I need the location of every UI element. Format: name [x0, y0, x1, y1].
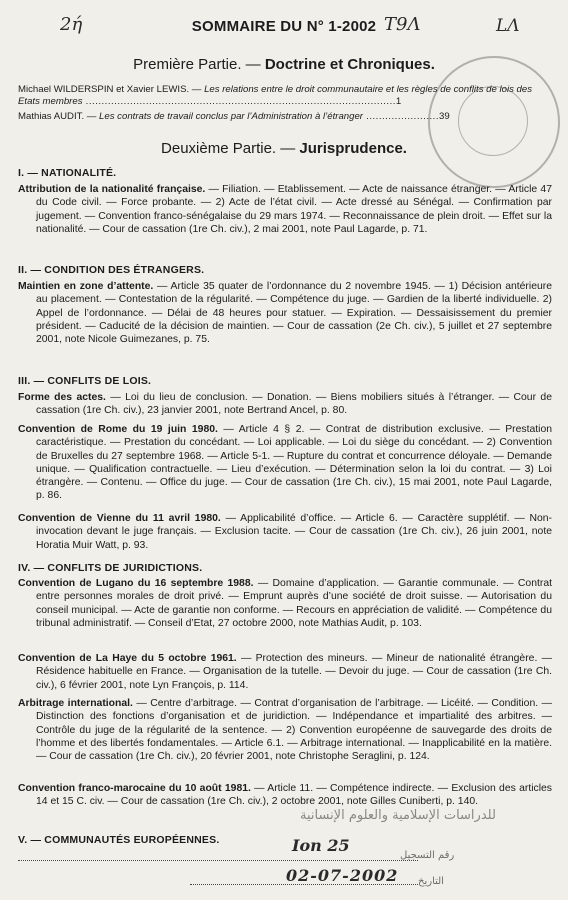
registration-stamp-line3: التاريخ: [418, 876, 444, 887]
summary-entry: [18, 652, 552, 692]
toc-page: 39: [439, 111, 450, 122]
summary-entry: [18, 512, 552, 552]
entry-text: — Centre d’arbitrage. — Contrat d’organisation de l’arbitrage. — Licéité. — Condition. — Distinction des fonctions d’organisation et de juridiction. — Indépendance et impartialité des arbitres. — Contrôle du juge de la régularité de la sentence. — 2) Convention européenne de sauvegarde des droits de l’homme et des libertés fondamentales. — Article 6.1. — Arbitrage international. — Inapplicabilité en la matière. — Cour de cassation (1re Ch. civ.), 20 février 2001, note Christophe Seraglini, p. 124.: [36, 698, 552, 763]
part-one-heading: [0, 56, 568, 73]
summary-entry: [18, 782, 552, 809]
entry-lead: Convention franco-marocaine du 10 août 1981.: [18, 783, 251, 794]
part-one-prefix: Première Partie. —: [133, 56, 265, 73]
entry-lead: Convention de La Haye du 5 octobre 1961.: [18, 653, 237, 664]
part-two-heading: [0, 140, 568, 157]
toc-item: Michael WILDERSPIN et Xavier LEWIS. — Les relations entre le droit communautaire et les règles de conflits de lois des Etats membres ..................................................................................................1: [18, 84, 533, 107]
entry-text: — Article 4 § 2. — Contrat de distribution exclusive. — Prestation caractéristique. — Prestation du concédant. — Loi applicable. — Loi du siège du concédant. — 2) Convention de Bruxelles du 27 septembre 1968. — Article 5-1. — Rupture du contrat et concurrence déloyale. — Demande unique. — Qualification contractuelle. — Lieu d’exécution. — Détermination selon la loi du contrat. — 3) Loi étrangère. — Contenu. — Office du juge. — Cour de cassation (1re Ch. civ.), 15 mai 2001, note Paul Lagarde, p. 86.: [36, 424, 552, 502]
entry-text: — Protection des mineurs. — Mineur de nationalité étrangère. — Résidence habituelle en France. — Organisation de la tutelle. — Devoir du juge. — Cour de cassation (1re Ch. civ.), 6 février 2001, note Lyn François, p. 114.: [36, 653, 552, 691]
entry-lead: Convention de Vienne du 11 avril 1980.: [18, 513, 221, 524]
registration-stamp-line2: رقم التسجيل: [400, 850, 455, 861]
summary-entry: [18, 183, 552, 236]
handwritten-note-right-1: T9Λ: [384, 14, 421, 35]
section-heading: II. — CONDITION DES ÉTRANGERS.: [18, 264, 205, 276]
registration-stamp-line1: للدراسات الإسلامية والعلوم الإنسانية: [300, 808, 496, 823]
section-heading: I. — NATIONALITÉ.: [18, 167, 117, 179]
handwritten-note-right-2: LΛ: [496, 16, 520, 36]
entry-text: — Article 35 quater de l’ordonnance du 2 novembre 1945. — 1) Décision antérieure au placement. — Contestation de la régularité. — Compétence du juge. — Gardien de la liberté individuelle. 2) Appel de l’ordonnance. — Délai de 48 heures pour statuer. — Expiration. — Dessaisissement du premier président. — Caducité de la décision de maintien. — Cour de cassation (2e Ch. civ.), 5 juillet et 27 septembre 2001, note Nicole Guimezanes, p. 75.: [36, 281, 552, 346]
entry-text: — Domaine d’application. — Garantie communale. — Contrat entre personnes morales de droit privé. — Emprunt auprès d’une société de droit suisse. — Autorisation du conseil municipal. — Acte de garantie non conforme. — Recours en appréciation de validité. — Compétence du tribunal administratif. — Conseil d’Etat, 27 octobre 2000, note Mathias Audit, p. 103.: [36, 578, 552, 629]
entry-text: — Loi du lieu de conclusion. — Donation. — Biens mobiliers situés à l’étranger. — Cour de cassation (1re Ch. civ.), 23 janvier 2001, note Bertrand Ancel, p. 80.: [36, 392, 552, 417]
summary-entry: [18, 280, 552, 346]
part-two-prefix: Deuxième Partie. —: [161, 140, 300, 157]
summary-entry: [18, 423, 552, 503]
section-heading: III. — CONFLITS DE LOIS.: [18, 375, 152, 387]
toc-authors: Michael WILDERSPIN et Xavier LEWIS.: [18, 84, 190, 95]
summary-entry: [18, 577, 552, 630]
summary-entry: [18, 697, 552, 763]
entry-lead: Convention de Rome du 19 juin 1980.: [18, 424, 218, 435]
toc-page: 1: [395, 96, 402, 107]
part-one-title: Doctrine et Chroniques.: [264, 56, 435, 73]
entry-lead: Attribution de la nationalité française.: [18, 184, 206, 195]
toc-authors: Mathias AUDIT.: [18, 111, 85, 122]
toc-text: — Les relations entre le droit communautaire et les règles de conflits de lois des Etats membres: [18, 84, 533, 107]
handwritten-note-left: 2ή: [60, 14, 83, 35]
section-heading: IV. — CONFLITS DE JURIDICTIONS.: [18, 562, 203, 574]
summary-entry: [18, 391, 552, 418]
handwritten-registration-date: 02-07-2002: [286, 866, 399, 885]
handwritten-registration-number: Ion 25: [292, 836, 350, 855]
entry-lead: Arbitrage international.: [18, 698, 133, 709]
entry-text: — Filiation. — Etablissement. — Acte de naissance étranger. — Article 47 du Code civil. — Force probante. — 2) Acte de l’état civil. — Acte dressé au Sénégal. — Confirmation par jugement. — Convention franco-sénégalaise du 29 mars 1974. — Reconnaissance de plein droit. — Effet sur la nationalité. — Cour de cassation (1re Ch. civ.), 2 mai 2001, note Paul Lagarde, p. 71.: [36, 184, 552, 235]
page-title: SOMMAIRE DU N° 1-2002: [191, 18, 377, 35]
toc-text: — Les contrats de travail conclus par l’Administration à l’étranger: [84, 111, 364, 122]
dotted-rule: [190, 884, 418, 885]
part-two-title: Jurisprudence.: [299, 140, 407, 157]
entry-lead: Convention de Lugano du 16 septembre 1988.: [18, 578, 254, 589]
toc-item: Mathias AUDIT. — Les contrats de travail conclus par l’Administration à l’étranger .......................39: [18, 111, 450, 122]
entry-lead: Maintien en zone d’attente.: [18, 281, 154, 292]
entry-text: — Applicabilité d’office. — Article 6. — Caractère supplétif. — Non-invocation devant le juge français. — Exclusion tacite. — Cour de cassation (1re Ch. civ.), 26 juin 2001, note Horatia Muir Watt, p. 93.: [36, 513, 552, 551]
entry-lead: Forme des actes.: [18, 392, 106, 403]
section-heading: V. — COMMUNAUTÉS EUROPÉENNES.: [18, 834, 220, 846]
dotted-rule: [18, 860, 418, 861]
entry-text: — Article 11. — Compétence indirecte. — Exclusion des articles 14 et 15 C. civ. — Cour de cassation (1re Ch. civ.), 2 octobre 2001, note Gilles Cuniberti, p. 140.: [36, 783, 552, 808]
